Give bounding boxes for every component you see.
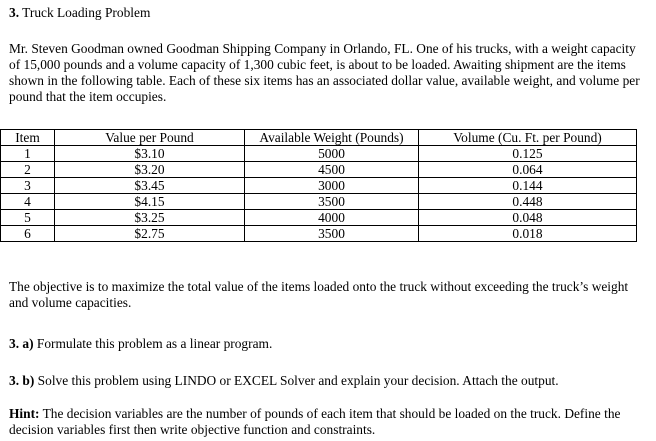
cell-weight: 3000 — [245, 178, 419, 194]
cell-volume: 0.448 — [419, 194, 637, 210]
cell-weight: 4500 — [245, 162, 419, 178]
cell-value: $3.45 — [55, 178, 245, 194]
cell-item: 3 — [1, 178, 55, 194]
table-row — [1, 162, 637, 178]
cell-volume: 0.018 — [419, 226, 637, 242]
problem-intro: Mr. Steven Goodman owned Goodman Shipping Company in Orlando, FL. One of his trucks, with a weight capacity of 15,000 pounds and a volume capacity of 1,300 cubic feet, is about to be loaded. Awaiting shipment are the items shown in the following table. Each of these six items has an associated dollar value, available weight, and volume per pound that the item occupies. — [9, 41, 640, 104]
cell-item: 1 — [1, 146, 55, 162]
hint-label: Hint: — [9, 406, 40, 421]
cell-item: 4 — [1, 194, 55, 210]
part-b-label: 3. b) — [9, 373, 35, 388]
cell-item: 5 — [1, 210, 55, 226]
cell-weight: 3500 — [245, 226, 419, 242]
cell-volume: 0.064 — [419, 162, 637, 178]
header-value-per-pound: Value per Pound — [55, 130, 245, 146]
problem-heading — [9, 5, 649, 21]
problem-number: 3. — [9, 5, 20, 20]
part-b — [9, 373, 649, 389]
items-table — [0, 129, 637, 242]
hint-text: The decision variables are the number of pounds of each item that should be loaded on the truck. Define the decision variables first then write objective function and constraints. — [9, 406, 621, 437]
part-a-text: Formulate this problem as a linear program. — [36, 336, 273, 351]
cell-value: $3.25 — [55, 210, 245, 226]
part-a — [9, 336, 649, 352]
table-row — [1, 210, 637, 226]
cell-item: 6 — [1, 226, 55, 242]
header-volume: Volume (Cu. Ft. per Pound) — [419, 130, 637, 146]
cell-volume: 0.048 — [419, 210, 637, 226]
table-row — [1, 178, 637, 194]
cell-value: $2.75 — [55, 226, 245, 242]
header-available-weight: Available Weight (Pounds) — [245, 130, 419, 146]
table-row — [1, 194, 637, 210]
part-b-text: Solve this problem using LINDO or EXCEL Solver and explain your decision. Attach the output. — [37, 373, 559, 388]
problem-title: Truck Loading Problem — [22, 5, 151, 20]
part-a-label: 3. a) — [9, 336, 34, 351]
cell-volume: 0.144 — [419, 178, 637, 194]
cell-value: $3.20 — [55, 162, 245, 178]
cell-volume: 0.125 — [419, 146, 637, 162]
header-item: Item — [1, 130, 55, 146]
table-row — [1, 146, 637, 162]
cell-weight: 5000 — [245, 146, 419, 162]
table-header-row — [1, 130, 637, 146]
cell-weight: 3500 — [245, 194, 419, 210]
cell-value: $4.15 — [55, 194, 245, 210]
objective-statement: The objective is to maximize the total value of the items loaded onto the truck without exceeding the truck’s weight and volume capacities. — [9, 279, 629, 310]
cell-weight: 4000 — [245, 210, 419, 226]
hint — [9, 406, 649, 438]
problem-document — [9, 5, 649, 437]
table-row — [1, 226, 637, 242]
cell-item: 2 — [1, 162, 55, 178]
cell-value: $3.10 — [55, 146, 245, 162]
